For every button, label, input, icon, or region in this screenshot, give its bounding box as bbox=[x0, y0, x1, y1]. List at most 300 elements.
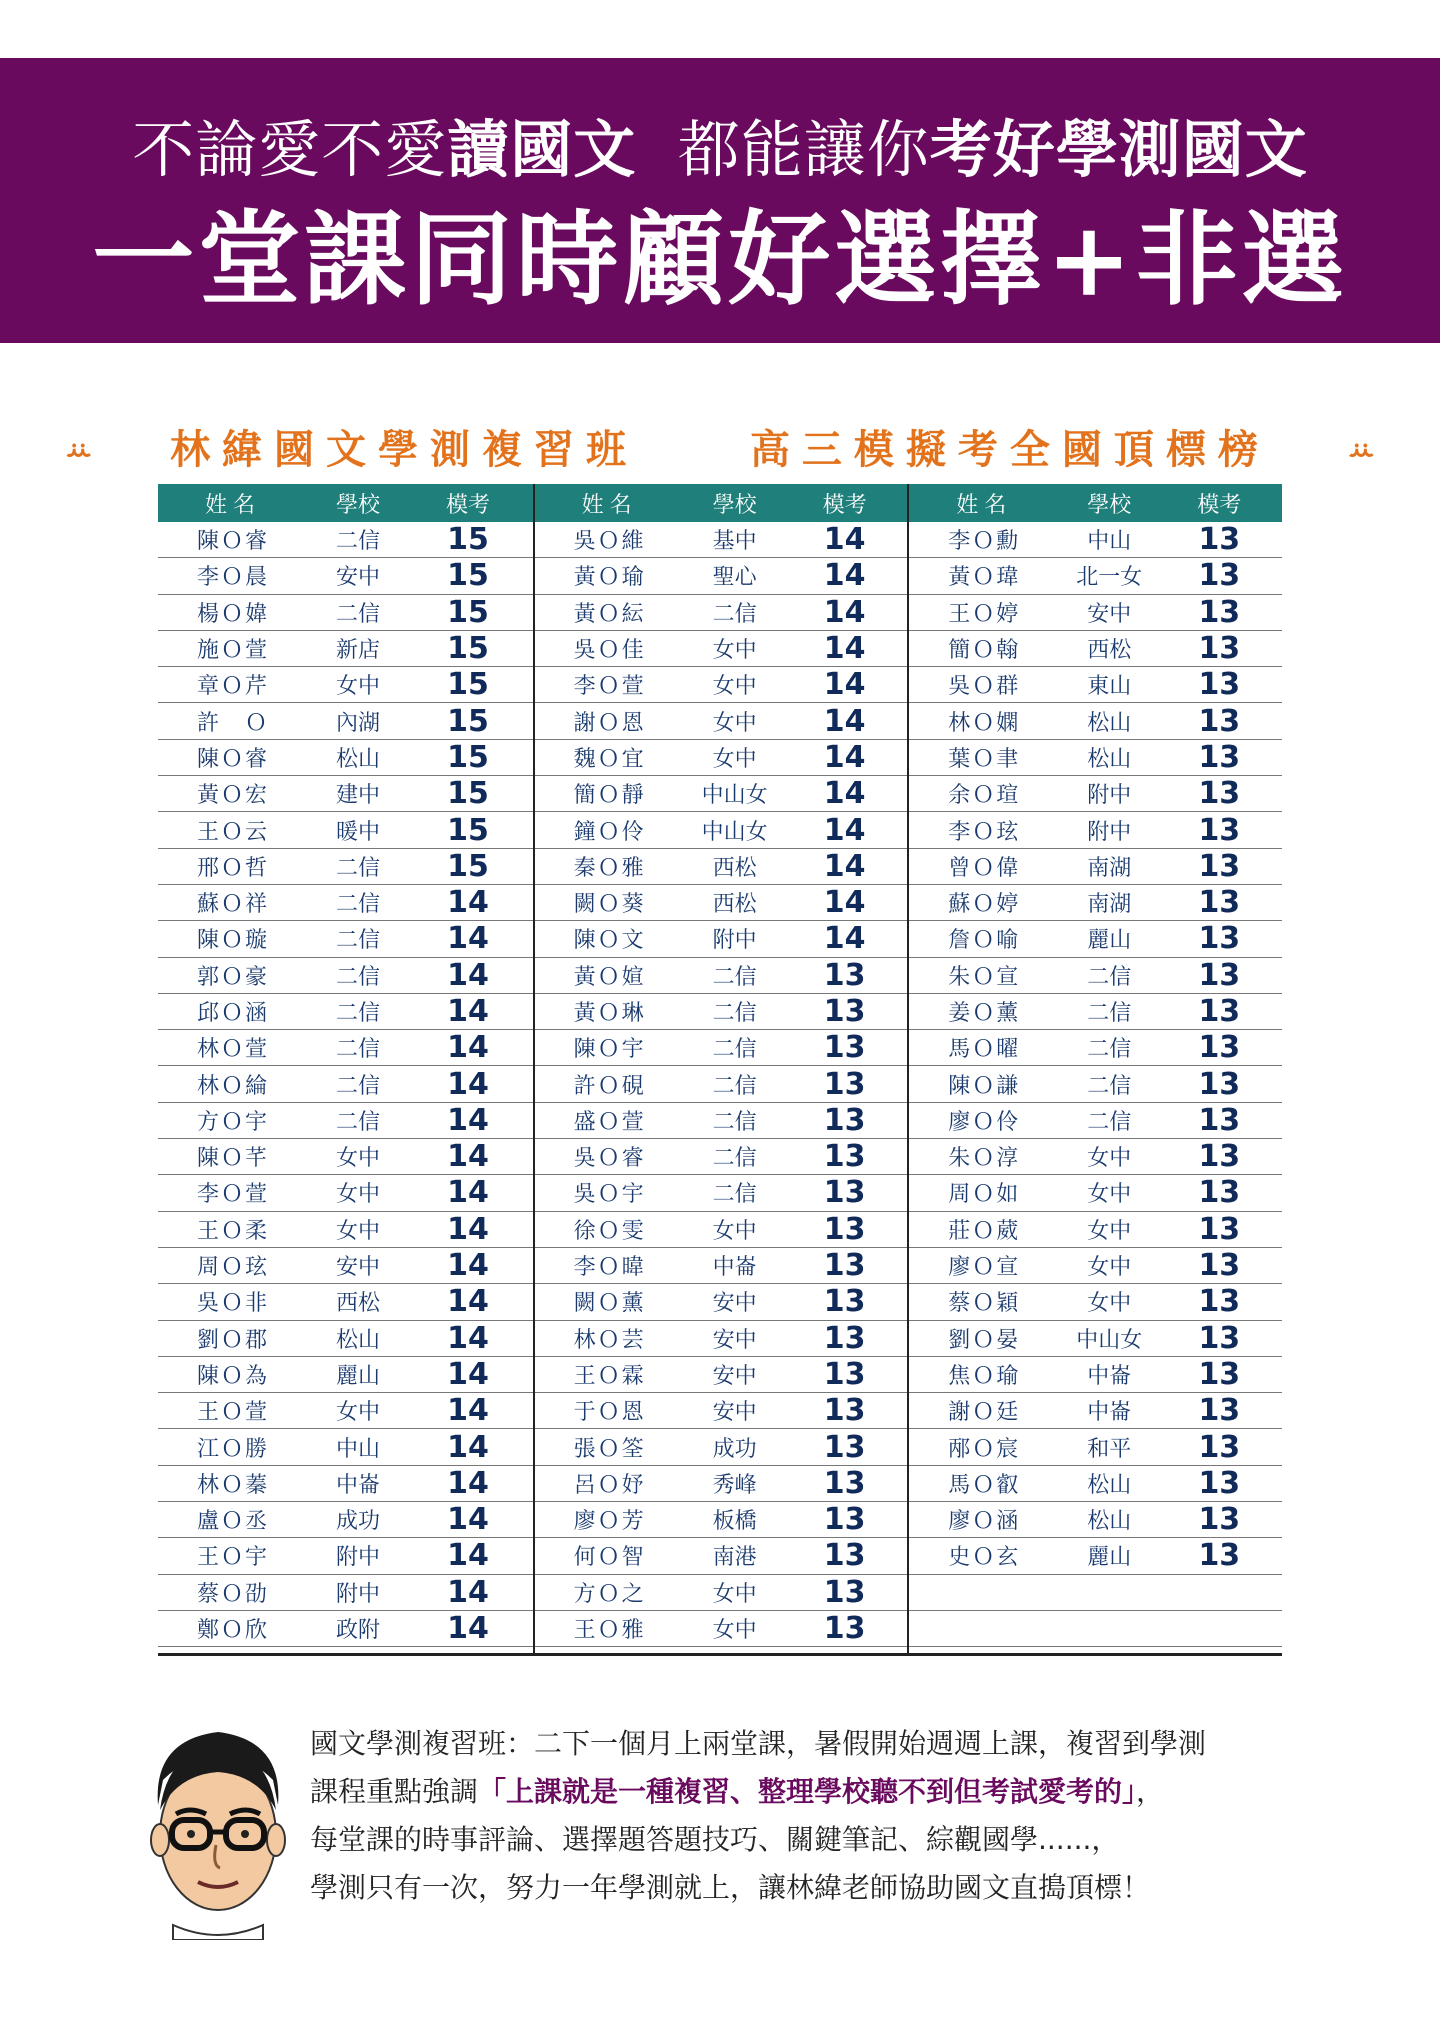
student-score: 15 bbox=[447, 739, 489, 775]
student-school: 安中 bbox=[712, 1291, 757, 1317]
student-name: 詹Ｏ喻 bbox=[948, 928, 1021, 954]
table-row bbox=[909, 703, 1282, 739]
table-row bbox=[158, 740, 533, 776]
student-name: 馬Ｏ曜 bbox=[948, 1037, 1021, 1063]
student-name: 邢Ｏ哲 bbox=[196, 855, 269, 881]
student-name: 方Ｏ宇 bbox=[196, 1109, 269, 1135]
student-school: 二信 bbox=[712, 1073, 757, 1099]
ornament-right-icon: ꕁ bbox=[1347, 434, 1375, 469]
student-score: 14 bbox=[447, 1175, 489, 1211]
student-score: 13 bbox=[1198, 1284, 1241, 1320]
banner-text-c: 都能讓你 bbox=[677, 113, 930, 186]
table-row bbox=[909, 631, 1282, 667]
description-line-4: 學測只有一次，努力一年學測就上，讓林緯老師協助國文直搗頂標！ bbox=[310, 1871, 1151, 1904]
table-row bbox=[158, 1611, 533, 1647]
student-score: 14 bbox=[447, 1611, 489, 1647]
student-school: 女中 bbox=[712, 1218, 757, 1244]
student-score: 14 bbox=[447, 1030, 489, 1066]
student-school: 中崙 bbox=[1087, 1400, 1132, 1426]
description-line-3: 每堂課的時事評論、選擇題答題技巧、關鍵筆記、綜觀國學......， bbox=[310, 1823, 1120, 1856]
table-row bbox=[158, 885, 533, 921]
student-score: 13 bbox=[1198, 558, 1241, 594]
student-school: 女中 bbox=[335, 1400, 380, 1426]
student-school: 二信 bbox=[712, 1182, 757, 1208]
table-row bbox=[535, 1611, 908, 1647]
banner-text-d: 考好學測國文 bbox=[929, 113, 1308, 186]
student-score: 13 bbox=[1198, 1502, 1241, 1538]
table-row bbox=[158, 921, 533, 957]
student-school: 二信 bbox=[335, 1073, 380, 1099]
table-row bbox=[909, 1139, 1282, 1175]
student-score: 15 bbox=[447, 848, 489, 884]
student-score: 14 bbox=[447, 994, 489, 1029]
student-name: 周Ｏ玹 bbox=[196, 1255, 269, 1281]
table-header bbox=[909, 484, 1282, 522]
student-name: 黃Ｏ紜 bbox=[573, 601, 646, 627]
student-score: 13 bbox=[1198, 812, 1241, 848]
table-row bbox=[535, 1393, 908, 1429]
student-name: 曾Ｏ偉 bbox=[948, 855, 1021, 881]
student-score: 14 bbox=[447, 1320, 489, 1356]
student-school: 安中 bbox=[712, 1363, 757, 1389]
student-score: 13 bbox=[823, 1320, 866, 1356]
student-score: 14 bbox=[823, 885, 866, 921]
table-row bbox=[535, 1066, 908, 1102]
table-row bbox=[158, 994, 533, 1030]
student-name: 朱Ｏ淳 bbox=[948, 1146, 1021, 1172]
table-row bbox=[535, 1139, 908, 1175]
table-row bbox=[909, 1611, 1282, 1647]
student-name: 魏Ｏ宜 bbox=[573, 746, 646, 772]
student-score: 13 bbox=[823, 957, 866, 993]
table-row bbox=[535, 667, 908, 703]
student-name: 許 Ｏ bbox=[196, 710, 269, 736]
student-score: 13 bbox=[1198, 1175, 1241, 1211]
student-name: 葉Ｏ聿 bbox=[948, 746, 1021, 772]
student-score: 14 bbox=[447, 921, 489, 957]
table-row bbox=[535, 885, 908, 921]
student-score: 15 bbox=[447, 776, 489, 812]
student-name: 王Ｏ云 bbox=[196, 819, 269, 845]
description-line-2 bbox=[310, 1768, 1340, 1816]
table-row bbox=[158, 631, 533, 667]
table-row bbox=[909, 1466, 1282, 1502]
table-row bbox=[535, 1212, 908, 1248]
student-score: 13 bbox=[823, 1393, 866, 1429]
student-school: 成功 bbox=[335, 1509, 380, 1535]
student-school: 女中 bbox=[1087, 1146, 1132, 1172]
student-name: 陳Ｏ芊 bbox=[196, 1146, 269, 1172]
ranking-column-3 bbox=[907, 484, 1282, 1656]
header-name: 姓名 bbox=[204, 492, 261, 518]
student-school: 中山 bbox=[335, 1436, 380, 1462]
student-name: 李Ｏ晨 bbox=[196, 565, 269, 591]
student-score: 13 bbox=[1198, 921, 1241, 957]
student-score: 14 bbox=[447, 1211, 489, 1247]
table-row bbox=[535, 631, 908, 667]
student-school: 西松 bbox=[335, 1291, 380, 1317]
student-name: 陳Ｏ宇 bbox=[573, 1037, 646, 1063]
student-school: 附中 bbox=[1087, 783, 1132, 809]
student-name: 許Ｏ硯 bbox=[573, 1073, 646, 1099]
student-school: 秀峰 bbox=[712, 1472, 757, 1498]
student-school: 二信 bbox=[1087, 1109, 1132, 1135]
student-score: 14 bbox=[823, 848, 866, 884]
table-row bbox=[909, 1030, 1282, 1066]
student-score: 14 bbox=[447, 1248, 489, 1284]
student-name: 吳Ｏ睿 bbox=[573, 1146, 646, 1172]
student-school: 二信 bbox=[335, 1037, 380, 1063]
student-name: 呂Ｏ妤 bbox=[573, 1472, 646, 1498]
table-row bbox=[158, 1175, 533, 1211]
student-school: 女中 bbox=[712, 1618, 757, 1644]
student-score: 13 bbox=[1198, 703, 1241, 739]
table-row bbox=[909, 740, 1282, 776]
student-school: 中山女 bbox=[1076, 1327, 1143, 1353]
student-score: 14 bbox=[823, 739, 866, 775]
description-line-2a: 課程重點強調 bbox=[310, 1775, 479, 1808]
student-name: 吳Ｏ維 bbox=[573, 529, 646, 555]
table-row bbox=[535, 1284, 908, 1320]
student-score: 13 bbox=[823, 1102, 866, 1138]
student-score: 13 bbox=[1198, 957, 1241, 993]
student-school: 女中 bbox=[712, 1581, 757, 1607]
student-score: 13 bbox=[1198, 994, 1241, 1029]
header-name: 姓名 bbox=[581, 492, 638, 518]
student-school: 二信 bbox=[712, 1001, 757, 1026]
table-row bbox=[158, 1103, 533, 1139]
student-score: 14 bbox=[823, 594, 866, 630]
student-school: 附中 bbox=[712, 928, 757, 954]
student-score: 13 bbox=[1198, 1248, 1241, 1284]
student-school: 麗山 bbox=[335, 1363, 380, 1389]
table-row bbox=[909, 1066, 1282, 1102]
student-school: 女中 bbox=[1087, 1291, 1132, 1317]
student-school: 二信 bbox=[335, 964, 380, 990]
table-row bbox=[909, 958, 1282, 994]
student-school: 女中 bbox=[335, 1146, 380, 1172]
student-school: 二信 bbox=[712, 964, 757, 990]
student-name: 章Ｏ芹 bbox=[196, 674, 269, 700]
student-score: 14 bbox=[447, 1574, 489, 1610]
student-school: 東山 bbox=[1087, 674, 1132, 700]
student-score: 14 bbox=[823, 631, 866, 667]
student-school: 中崙 bbox=[335, 1472, 380, 1498]
table-row bbox=[535, 958, 908, 994]
table-row bbox=[158, 776, 533, 812]
student-score: 13 bbox=[823, 1611, 866, 1647]
student-name: 徐Ｏ雯 bbox=[573, 1218, 646, 1244]
course-description bbox=[110, 1700, 1340, 1950]
table-row bbox=[158, 1429, 533, 1465]
student-name: 廖Ｏ宣 bbox=[948, 1255, 1021, 1281]
student-score: 14 bbox=[447, 1356, 489, 1392]
table-row bbox=[909, 1175, 1282, 1211]
student-school: 女中 bbox=[712, 746, 757, 772]
student-school: 中崙 bbox=[712, 1255, 757, 1281]
student-score: 14 bbox=[823, 776, 866, 812]
table-row bbox=[535, 776, 908, 812]
student-school: 新店 bbox=[335, 638, 380, 664]
student-score: 14 bbox=[447, 1066, 489, 1102]
student-school: 西松 bbox=[1087, 638, 1132, 664]
student-score: 14 bbox=[823, 812, 866, 848]
student-school: 二信 bbox=[712, 601, 757, 627]
student-score: 14 bbox=[447, 1393, 489, 1429]
student-score: 13 bbox=[1198, 667, 1241, 703]
student-name: 陳Ｏ璇 bbox=[196, 928, 269, 954]
table-row bbox=[909, 1248, 1282, 1284]
description-line-1: 國文學測複習班：二下一個月上兩堂課，暑假開始週週上課，複習到學測 bbox=[310, 1727, 1207, 1760]
student-name: 李Ｏ玹 bbox=[948, 819, 1021, 845]
table-row bbox=[909, 885, 1282, 921]
student-score: 14 bbox=[447, 885, 489, 921]
table-row bbox=[535, 1502, 908, 1538]
table-row bbox=[535, 1466, 908, 1502]
student-score: 13 bbox=[823, 1429, 866, 1465]
table-row bbox=[158, 522, 533, 558]
banner-text-b: 讀國文 bbox=[447, 113, 637, 186]
student-name: 焦Ｏ瑜 bbox=[948, 1363, 1021, 1389]
student-school: 二信 bbox=[712, 1109, 757, 1135]
table-row bbox=[909, 1321, 1282, 1357]
student-school: 安中 bbox=[335, 1255, 380, 1281]
student-score: 14 bbox=[447, 1465, 489, 1501]
student-school: 二信 bbox=[335, 855, 380, 881]
student-name: 莊Ｏ葳 bbox=[948, 1218, 1021, 1244]
student-school: 附中 bbox=[1087, 819, 1132, 845]
student-name: 陳Ｏ謙 bbox=[948, 1073, 1021, 1099]
ranking-title-part-1: 林緯國文學測複習班 bbox=[170, 427, 639, 473]
student-name: 王Ｏ霖 bbox=[573, 1363, 646, 1389]
student-name: 林Ｏ萱 bbox=[196, 1037, 269, 1063]
student-score: 13 bbox=[1198, 1538, 1241, 1574]
student-school: 松山 bbox=[1087, 1472, 1132, 1498]
table-row bbox=[535, 595, 908, 631]
student-name: 周Ｏ如 bbox=[948, 1182, 1021, 1208]
header-name: 姓名 bbox=[956, 492, 1013, 518]
table-row bbox=[909, 812, 1282, 848]
student-name: 簡Ｏ靜 bbox=[573, 783, 646, 809]
student-score: 13 bbox=[823, 1139, 866, 1175]
table-row bbox=[909, 1538, 1282, 1574]
student-school: 附中 bbox=[335, 1545, 380, 1571]
student-school: 二信 bbox=[335, 601, 380, 627]
student-score: 15 bbox=[447, 522, 489, 558]
student-score: 13 bbox=[1198, 522, 1241, 558]
student-score: 13 bbox=[1198, 1102, 1241, 1138]
header-score: 模考 bbox=[1197, 492, 1242, 518]
table-row bbox=[909, 994, 1282, 1030]
table-row bbox=[535, 1575, 908, 1611]
student-name: 姜Ｏ薰 bbox=[948, 1001, 1021, 1026]
student-name: 盧Ｏ丞 bbox=[196, 1509, 269, 1535]
student-school: 麗山 bbox=[1087, 928, 1132, 954]
student-score: 13 bbox=[823, 1211, 866, 1247]
table-row bbox=[158, 558, 533, 594]
student-school: 附中 bbox=[335, 1581, 380, 1607]
student-score: 14 bbox=[447, 1284, 489, 1320]
table-row bbox=[158, 703, 533, 739]
student-school: 女中 bbox=[712, 674, 757, 700]
student-name: 謝Ｏ恩 bbox=[573, 710, 646, 736]
table-row bbox=[535, 994, 908, 1030]
student-score: 13 bbox=[823, 1356, 866, 1392]
header-school: 學校 bbox=[335, 492, 380, 518]
student-score: 14 bbox=[447, 1429, 489, 1465]
table-row bbox=[158, 958, 533, 994]
student-name: 何Ｏ智 bbox=[573, 1545, 646, 1571]
student-name: 蘇Ｏ婷 bbox=[948, 892, 1021, 918]
table-row bbox=[158, 849, 533, 885]
student-name: 張Ｏ筌 bbox=[573, 1436, 646, 1462]
table-row bbox=[909, 849, 1282, 885]
banner-line-2: 一堂課同時顧好選擇+非選 bbox=[92, 200, 1348, 320]
student-name: 朱Ｏ宣 bbox=[948, 964, 1021, 990]
table-row bbox=[535, 921, 908, 957]
table-row bbox=[909, 1284, 1282, 1320]
student-school: 女中 bbox=[1087, 1255, 1132, 1281]
student-name: 李Ｏ萱 bbox=[573, 674, 646, 700]
student-name: 陳Ｏ睿 bbox=[196, 529, 269, 555]
student-school: 二信 bbox=[1087, 1037, 1132, 1063]
student-name: 林Ｏ蓁 bbox=[196, 1472, 269, 1498]
table-row bbox=[535, 522, 908, 558]
student-school: 中山 bbox=[1087, 529, 1132, 555]
student-name: 吳Ｏ群 bbox=[948, 674, 1021, 700]
student-school: 二信 bbox=[335, 892, 380, 918]
student-score: 15 bbox=[447, 812, 489, 848]
student-name: 吳Ｏ非 bbox=[196, 1291, 269, 1317]
table-row bbox=[535, 1538, 908, 1574]
student-name: 王Ｏ婷 bbox=[948, 601, 1021, 627]
student-score: 13 bbox=[823, 1175, 866, 1211]
table-row bbox=[535, 849, 908, 885]
table-row bbox=[535, 1321, 908, 1357]
student-school: 二信 bbox=[1087, 1001, 1132, 1026]
student-name: 廖Ｏ涵 bbox=[948, 1509, 1021, 1535]
student-name: 鄭Ｏ欣 bbox=[196, 1618, 269, 1644]
student-school: 北一女 bbox=[1076, 565, 1143, 591]
student-school: 二信 bbox=[712, 1146, 757, 1172]
student-name: 王Ｏ柔 bbox=[196, 1218, 269, 1244]
student-school: 內湖 bbox=[335, 710, 380, 736]
student-school: 女中 bbox=[712, 710, 757, 736]
teacher-avatar-icon bbox=[128, 1710, 308, 1940]
ranking-column-2 bbox=[533, 484, 908, 1656]
student-school: 中山女 bbox=[701, 819, 768, 845]
student-score: 13 bbox=[1198, 1393, 1241, 1429]
student-score: 14 bbox=[447, 1502, 489, 1538]
student-score: 14 bbox=[447, 1139, 489, 1175]
student-name: 吳Ｏ宇 bbox=[573, 1182, 646, 1208]
student-school: 建中 bbox=[335, 783, 380, 809]
ranking-column-1 bbox=[158, 484, 533, 1656]
student-school: 基中 bbox=[712, 529, 757, 555]
table-row bbox=[909, 921, 1282, 957]
student-name: 秦Ｏ雅 bbox=[573, 855, 646, 881]
student-score: 14 bbox=[447, 1538, 489, 1574]
student-score: 13 bbox=[823, 994, 866, 1029]
table-row bbox=[158, 1212, 533, 1248]
table-row bbox=[535, 1030, 908, 1066]
student-score: 13 bbox=[823, 1284, 866, 1320]
student-score: 13 bbox=[1198, 739, 1241, 775]
student-score: 13 bbox=[1198, 631, 1241, 667]
student-score: 13 bbox=[1198, 1429, 1241, 1465]
student-name: 余Ｏ瑄 bbox=[948, 783, 1021, 809]
student-school: 中崙 bbox=[1087, 1363, 1132, 1389]
student-score: 14 bbox=[447, 1102, 489, 1138]
table-row bbox=[158, 1248, 533, 1284]
table-row bbox=[158, 1030, 533, 1066]
table-header bbox=[158, 484, 533, 522]
student-name: 李Ｏ萱 bbox=[196, 1182, 269, 1208]
student-name: 江Ｏ勝 bbox=[196, 1436, 269, 1462]
student-score: 13 bbox=[1198, 1211, 1241, 1247]
student-school: 安中 bbox=[712, 1327, 757, 1353]
student-name: 林Ｏ嫻 bbox=[948, 710, 1021, 736]
student-name: 闕Ｏ薰 bbox=[573, 1291, 646, 1317]
table-row bbox=[909, 1103, 1282, 1139]
student-score: 15 bbox=[447, 667, 489, 703]
student-score: 13 bbox=[1198, 594, 1241, 630]
student-score: 14 bbox=[823, 703, 866, 739]
student-name: 王Ｏ宇 bbox=[196, 1545, 269, 1571]
student-name: 陳Ｏ文 bbox=[573, 928, 646, 954]
student-score: 13 bbox=[1198, 1139, 1241, 1175]
ranking-title bbox=[0, 420, 1440, 480]
student-school: 西松 bbox=[712, 892, 757, 918]
student-name: 廖Ｏ芳 bbox=[573, 1509, 646, 1535]
student-score: 13 bbox=[823, 1538, 866, 1574]
student-school: 松山 bbox=[335, 746, 380, 772]
student-name: 史Ｏ玄 bbox=[948, 1545, 1021, 1571]
student-name: 劉Ｏ晏 bbox=[948, 1327, 1021, 1353]
table-row bbox=[158, 1502, 533, 1538]
table-row bbox=[535, 1248, 908, 1284]
table-row bbox=[158, 595, 533, 631]
student-score: 15 bbox=[447, 558, 489, 594]
student-name: 闕Ｏ葵 bbox=[573, 892, 646, 918]
table-row bbox=[535, 1103, 908, 1139]
student-name: 劉Ｏ郡 bbox=[196, 1327, 269, 1353]
table-header bbox=[535, 484, 908, 522]
student-school: 女中 bbox=[1087, 1218, 1132, 1244]
student-score: 13 bbox=[1198, 1465, 1241, 1501]
table-row bbox=[158, 1357, 533, 1393]
student-name: 黃Ｏ琳 bbox=[573, 1001, 646, 1026]
student-score: 13 bbox=[823, 1030, 866, 1066]
student-school: 安中 bbox=[712, 1400, 757, 1426]
student-school: 女中 bbox=[335, 1182, 380, 1208]
student-school: 安中 bbox=[335, 565, 380, 591]
student-name: 簡Ｏ翰 bbox=[948, 638, 1021, 664]
table-row bbox=[535, 1429, 908, 1465]
ornament-left-icon: ꕁ bbox=[65, 434, 93, 469]
student-school: 南湖 bbox=[1087, 855, 1132, 881]
description-highlight: 「上課就是一種複習、整理學校聽不到但考試愛考的」 bbox=[478, 1775, 1137, 1808]
student-school: 南湖 bbox=[1087, 892, 1132, 918]
table-row bbox=[535, 740, 908, 776]
student-score: 14 bbox=[823, 522, 866, 558]
table-row bbox=[158, 1066, 533, 1102]
student-score: 13 bbox=[1198, 1356, 1241, 1392]
student-school: 安中 bbox=[1087, 601, 1132, 627]
ranking-table bbox=[158, 484, 1282, 1656]
student-name: 施Ｏ萱 bbox=[196, 638, 269, 664]
student-school: 松山 bbox=[1087, 1509, 1132, 1535]
